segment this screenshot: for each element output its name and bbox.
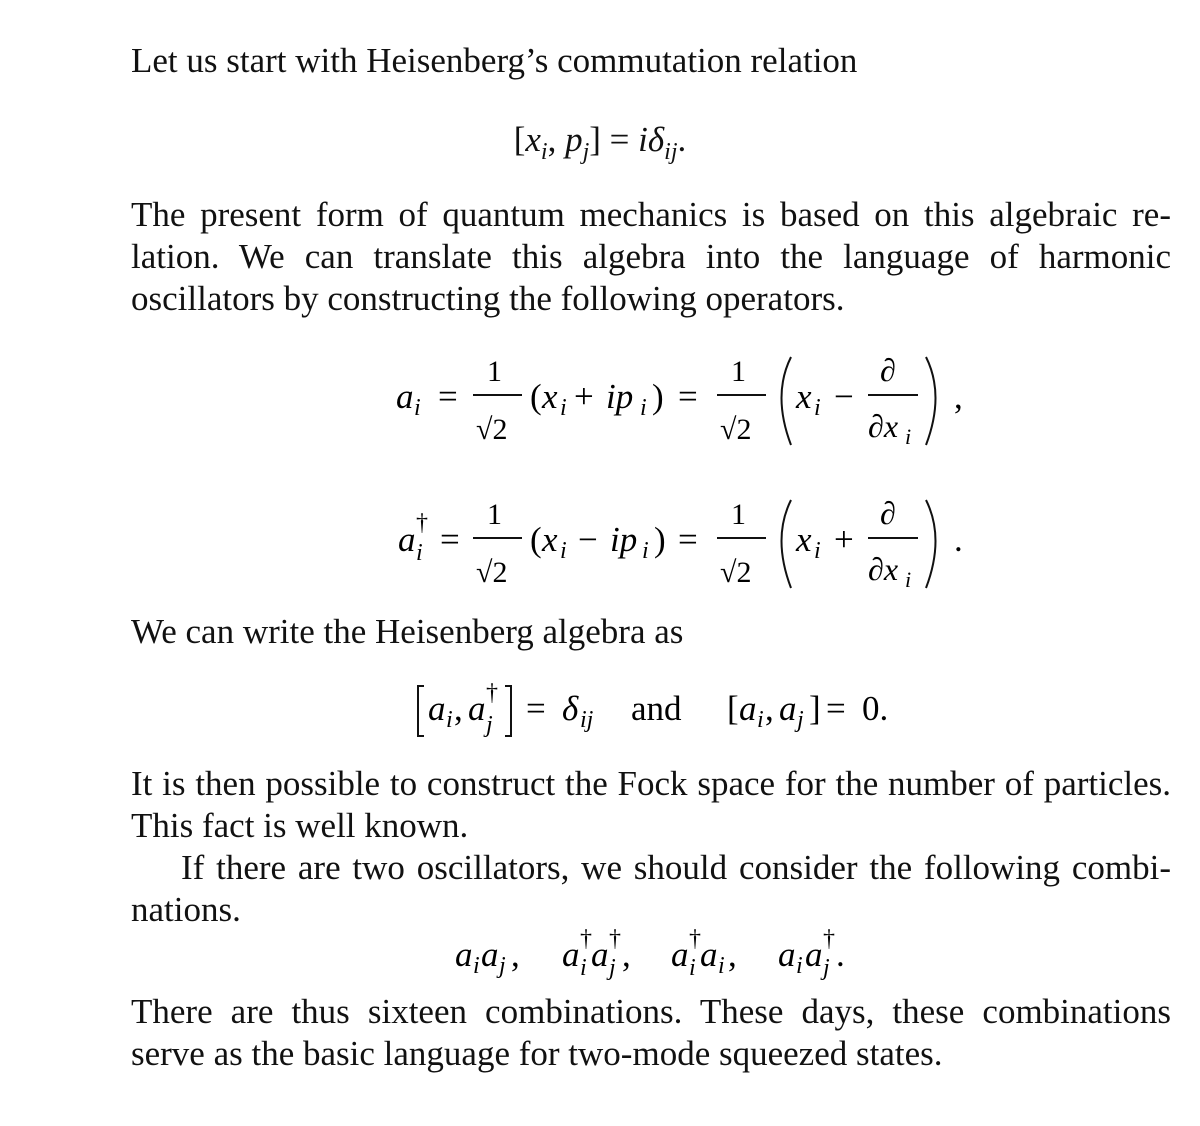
svg-text:√2: √2 [720, 413, 752, 446]
svg-text:a: a [428, 689, 446, 728]
svg-text:,: , [511, 935, 520, 974]
svg-text:i: i [580, 955, 587, 981]
svg-text:√2: √2 [720, 556, 752, 589]
svg-text:1: 1 [731, 355, 746, 388]
svg-text:=: = [440, 520, 460, 559]
svg-text:a: a [468, 689, 486, 728]
svg-text:,: , [454, 689, 463, 728]
svg-text:a: a [455, 935, 473, 974]
equation-combinations [0, 928, 1200, 988]
svg-text:x: x [796, 377, 812, 416]
svg-text:i: i [796, 953, 803, 979]
svg-text:=: = [678, 377, 698, 416]
svg-text:i: i [446, 707, 453, 733]
svg-text:i: i [757, 707, 764, 733]
svg-text:): ) [654, 520, 666, 559]
svg-text:†: † [823, 926, 835, 952]
svg-text:j: j [609, 955, 616, 981]
svg-text:a: a [398, 520, 416, 559]
svg-text:): ) [652, 377, 664, 416]
svg-text:∂: ∂ [880, 495, 896, 531]
equation-heisenberg-algebra [0, 678, 1200, 748]
paragraph-intro: Let us start with Heisenberg’s commutation relation [131, 41, 858, 80]
paragraph-two-oscillators: If there are two oscillators, we should consider the following combinations. [131, 848, 1171, 929]
svg-text:ip: ip [610, 520, 638, 559]
svg-text:i: i [416, 540, 423, 566]
svg-text:√2: √2 [476, 413, 508, 446]
paragraph-fock-space: It is then possible to construct the Fock space for the number of particles. This fact is well known. [131, 764, 1171, 845]
svg-text:†: † [689, 926, 701, 952]
svg-text:a: a [779, 689, 797, 728]
equation-creation-operator [0, 488, 1200, 598]
svg-text:,: , [728, 935, 737, 974]
paragraph-heisenberg-algebra: We can write the Heisenberg algebra as [131, 612, 684, 651]
svg-text:,: , [765, 689, 774, 728]
svg-text:.: . [954, 520, 963, 559]
svg-text:a: a [591, 935, 609, 974]
svg-text:√2: √2 [476, 556, 508, 589]
svg-text:j: j [823, 955, 830, 981]
svg-text:1: 1 [487, 498, 502, 531]
svg-text:=: = [438, 377, 458, 416]
svg-text:†: † [609, 926, 621, 952]
svg-text:=: = [678, 520, 698, 559]
svg-text:i: i [814, 395, 821, 421]
svg-text:a: a [481, 935, 499, 974]
svg-text:i: i [905, 424, 912, 449]
svg-text:x: x [796, 520, 812, 559]
svg-text:1: 1 [731, 498, 746, 531]
svg-text:i: i [560, 395, 567, 421]
svg-text:i: i [689, 955, 696, 981]
svg-text:i: i [414, 395, 421, 421]
svg-text:x: x [542, 520, 558, 559]
svg-text:∂: ∂ [880, 352, 896, 388]
svg-text:a: a [396, 377, 414, 416]
svg-text:a: a [739, 689, 757, 728]
svg-text:1: 1 [487, 355, 502, 388]
svg-text:−: − [834, 377, 854, 416]
svg-text:j: j [486, 712, 493, 738]
svg-text:=: = [526, 689, 546, 728]
svg-text:†: † [580, 926, 592, 952]
svg-text:i: i [905, 567, 912, 592]
svg-text:a: a [562, 935, 580, 974]
svg-text:0.: 0. [862, 689, 889, 728]
svg-text:ip: ip [606, 377, 634, 416]
equation-commutator: [$x_i$, $p_j] = i\delta_{ij}$. [513, 120, 687, 165]
svg-text:i: i [560, 538, 567, 564]
svg-text:δ: δ [562, 689, 579, 728]
svg-text:(: ( [530, 377, 542, 416]
svg-text:†: † [486, 680, 498, 706]
svg-text:i: i [814, 538, 821, 564]
svg-text:j: j [797, 707, 804, 733]
svg-text:i: i [642, 538, 649, 564]
svg-text:=: = [826, 689, 846, 728]
svg-text:a: a [700, 935, 718, 974]
svg-text:.: . [836, 935, 845, 974]
svg-text:∂x: ∂x [868, 551, 899, 587]
paragraph-sixteen-combinations: There are thus sixteen combinations. These days, these combinations serve as the basic language for two-mode squeezed states. [131, 992, 1171, 1073]
svg-text:∂x: ∂x [868, 408, 899, 444]
svg-text:−: − [578, 520, 598, 559]
svg-text:a: a [778, 935, 796, 974]
svg-text:i: i [718, 953, 725, 979]
svg-text:a: a [671, 935, 689, 974]
svg-text:a: a [805, 935, 823, 974]
algebra-and-word: and [631, 689, 682, 728]
svg-text:+: + [574, 377, 594, 416]
svg-text:(: ( [530, 520, 542, 559]
svg-text:i: i [640, 395, 647, 421]
svg-text:,: , [954, 377, 963, 416]
equation-annihilation-operator [0, 345, 1200, 455]
svg-text:+: + [834, 520, 854, 559]
svg-text:]: ] [809, 689, 821, 728]
svg-text:†: † [416, 510, 428, 536]
svg-text:[: [ [727, 689, 739, 728]
svg-text:j: j [499, 953, 506, 979]
paragraph-quantum-mechanics: The present form of quantum mechanics is based on this algebraic relation. We can translate this algebra into the language of harmonic oscillators by constructing the following operators. [131, 195, 1171, 318]
svg-text:ij: ij [580, 707, 594, 733]
svg-text:i: i [473, 953, 480, 979]
svg-text:x: x [542, 377, 558, 416]
svg-text:,: , [622, 935, 631, 974]
